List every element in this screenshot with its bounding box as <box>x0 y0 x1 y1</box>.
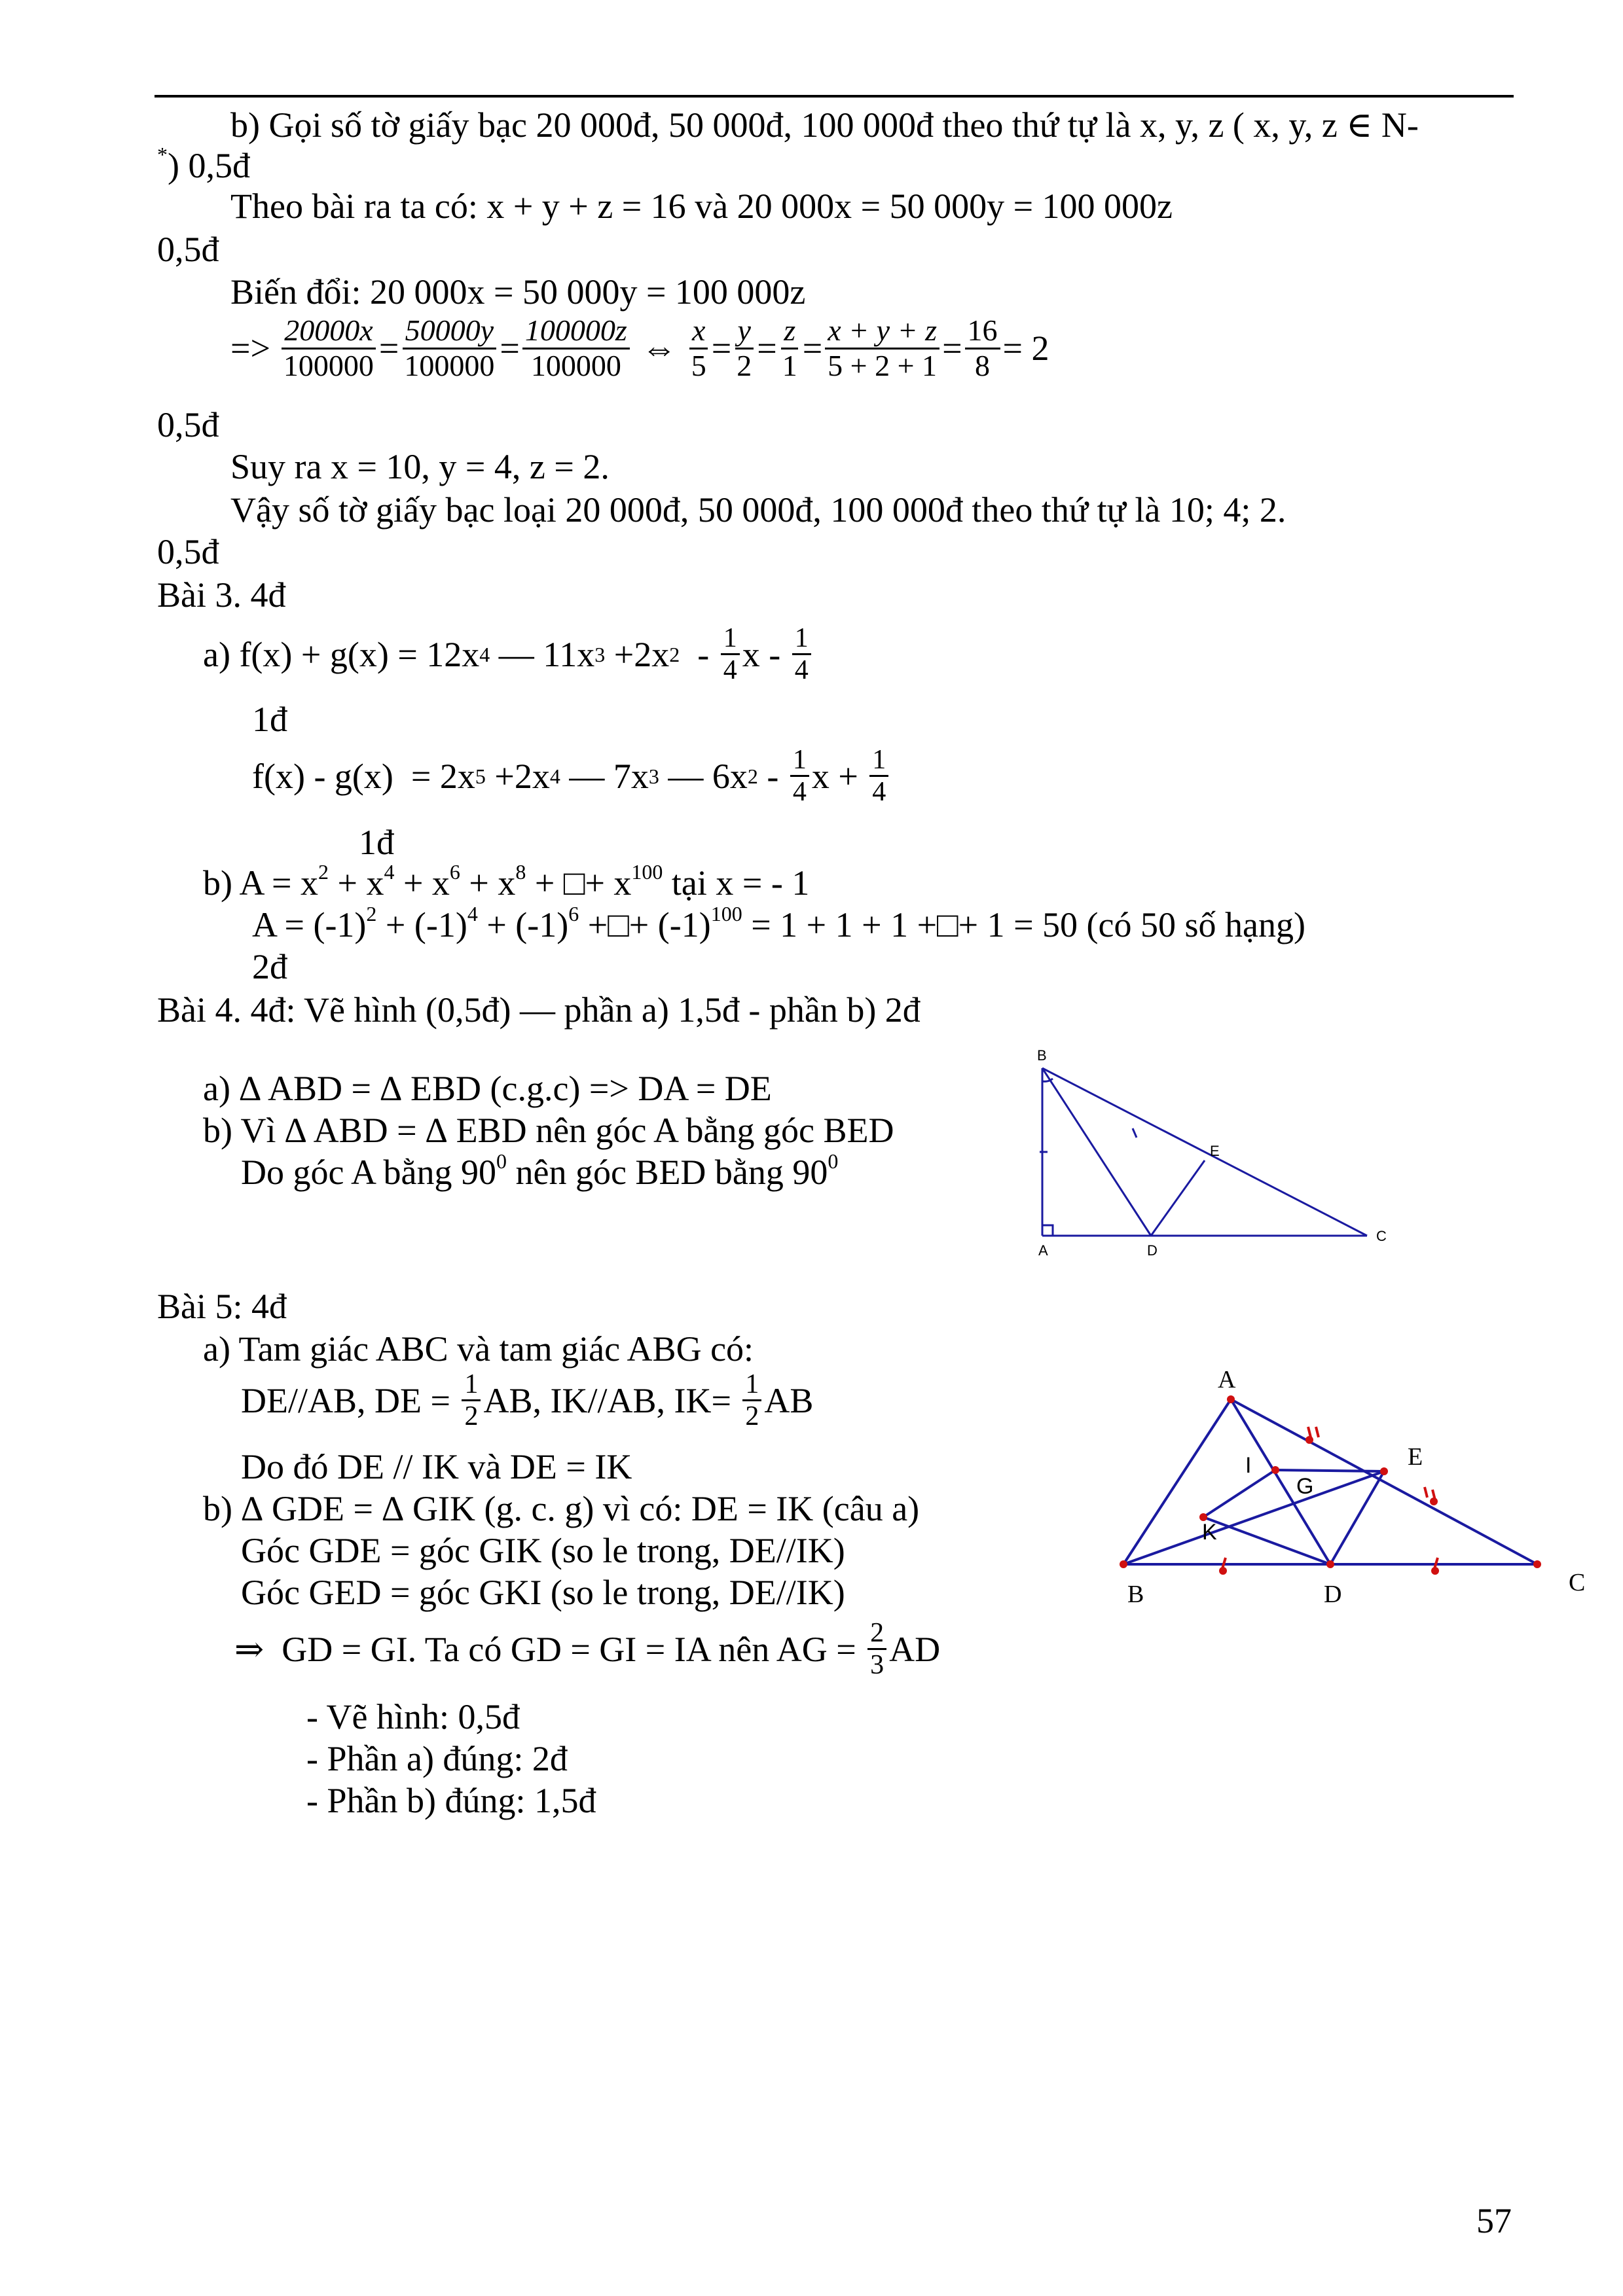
bai3-a-diff: f(x) - g(x) = 2x 5 +2x 4 — 7x 3 — 6x 2 - $\frac{1}{4}$ x + $\frac{1}{4}$ <box>252 745 891 807</box>
bai3-a-sum: a) f(x) + g(x) = 12x 4 — 11x 3 +2x 2 - $\frac{1}{4}$ x - $\frac{1}{4}$ <box>203 623 814 685</box>
point-label-g: G <box>1296 1474 1314 1499</box>
point-label-e: E <box>1408 1443 1423 1471</box>
point-label-i: I <box>1245 1453 1252 1478</box>
point-label-k: K <box>1202 1520 1217 1545</box>
point-label-a: A <box>1218 1366 1236 1393</box>
bai5-b: b) ∆ GDE = ∆ GIK (g. c. g) vì có: DE = IK (câu a) <box>203 1489 920 1528</box>
score-2: 2đ <box>252 947 287 986</box>
bai2b-line5: Suy ra x = 10, y = 4, z = 2. <box>230 447 610 486</box>
score-0-5: 0,5đ <box>157 230 219 269</box>
bai2b-line3: Theo bài ra ta có: x + y + z = 16 và 20 000x = 50 000y = 100 000z <box>230 187 1173 226</box>
bai5-a: a) Tam giác ABC và tam giác ABG có: <box>203 1329 754 1369</box>
list-item: - Phần b) đúng: 1,5đ <box>306 1781 596 1820</box>
bai5-figure <box>1100 1342 1597 1617</box>
bai5-title: Bài 5: 4đ <box>157 1287 287 1326</box>
score-1: 1đ <box>252 700 287 739</box>
point-label-d: D <box>1324 1581 1342 1608</box>
score-0-5: 0,5đ <box>157 532 219 571</box>
point-label-d: D <box>1147 1242 1158 1259</box>
point-label-e: E <box>1210 1143 1220 1159</box>
bai2b-fraction-chain: => $\frac{20000x}{100000}$ = $\frac{50000y}{100000}$ = $\frac{100000z}{100000}$ ⇔ $\frac{x}{5}$ = $\frac{y}{2}$ = $\frac{z}{1}$ = $\frac{x + y + z}{5 + 2 + 1}$ = $\frac{16}{8}$ = 2 <box>230 314 1049 382</box>
score-0-5: 0,5đ <box>157 405 219 444</box>
bai2b-line1: b) Gọi số tờ giấy bạc 20 000đ, 50 000đ, 100 000đ theo thứ tự là x, y, z ( x, y, z ∈ N- <box>230 105 1419 145</box>
bai3-b-expr: b) $A = x^2 + x^4 + x^6 + x^8$ + □+ $x^{100}$ tại x = - 1 <box>203 860 810 903</box>
bai5-a2: DE//AB, DE = $\frac{1}{2}$ AB, IK//AB, IK= $\frac{1}{2}$ AB <box>241 1369 814 1432</box>
list-item: - Phần a) đúng: 2đ <box>306 1739 568 1778</box>
bai5-a3: Do đó DE // IK và DE = IK <box>241 1447 632 1486</box>
score-1: 1đ <box>359 823 394 862</box>
point-label-c: C <box>1569 1569 1586 1596</box>
bai4-figure <box>1008 1041 1414 1276</box>
list-item: - Vẽ hình: 0,5đ <box>306 1697 520 1736</box>
bai4-c: Do góc A bằng $90^0$ nên góc BED bằng $90^0$ <box>241 1149 839 1192</box>
point-label-c: C <box>1376 1228 1387 1244</box>
bai3-title: Bài 3. 4đ <box>157 575 286 615</box>
header-rule <box>155 95 1514 98</box>
point-label-a: A <box>1038 1242 1048 1259</box>
point-label-b: B <box>1127 1581 1144 1608</box>
bai4-a: a) ∆ ABD = ∆ EBD (c.g.c) => DA = DE <box>203 1069 772 1108</box>
bai5-b4: ⇒ GD = GI. Ta có GD = GI = IA nên AG = $\frac{2}{3}$ AD <box>234 1618 941 1681</box>
bai4-title: Bài 4. 4đ: Vẽ hình (0,5đ) — phần a) 1,5đ - phần b) 2đ <box>157 990 921 1030</box>
bai2b-line4: Biến đổi: 20 000x = 50 000y = 100 000z <box>230 272 806 312</box>
bai5-b2: Góc GDE = góc GIK (so le trong, DE//IK) <box>241 1531 845 1570</box>
bai3-b-value: $A = (-1)^2 + (-1)^4 + (-1)^6$ +□+ $(-1)^{100} = 1 + 1 + 1$ +□+ 1 = 50 (có 50 số hạng) <box>252 902 1305 944</box>
point-label-b: B <box>1037 1047 1047 1064</box>
bai4-b: b) Vì ∆ ABD = ∆ EBD nên góc A bằng góc BED <box>203 1111 894 1150</box>
bai2b-line6: Vậy số tờ giấy bạc loại 20 000đ, 50 000đ, 100 000đ theo thứ tự là 10; 4; 2. <box>230 490 1286 529</box>
bai2b-line2: *) 0,5đ <box>157 143 250 185</box>
page-number: 57 <box>1476 2201 1512 2240</box>
bai5-b3: Góc GED = góc GKI (so le trong, DE//IK) <box>241 1573 845 1612</box>
